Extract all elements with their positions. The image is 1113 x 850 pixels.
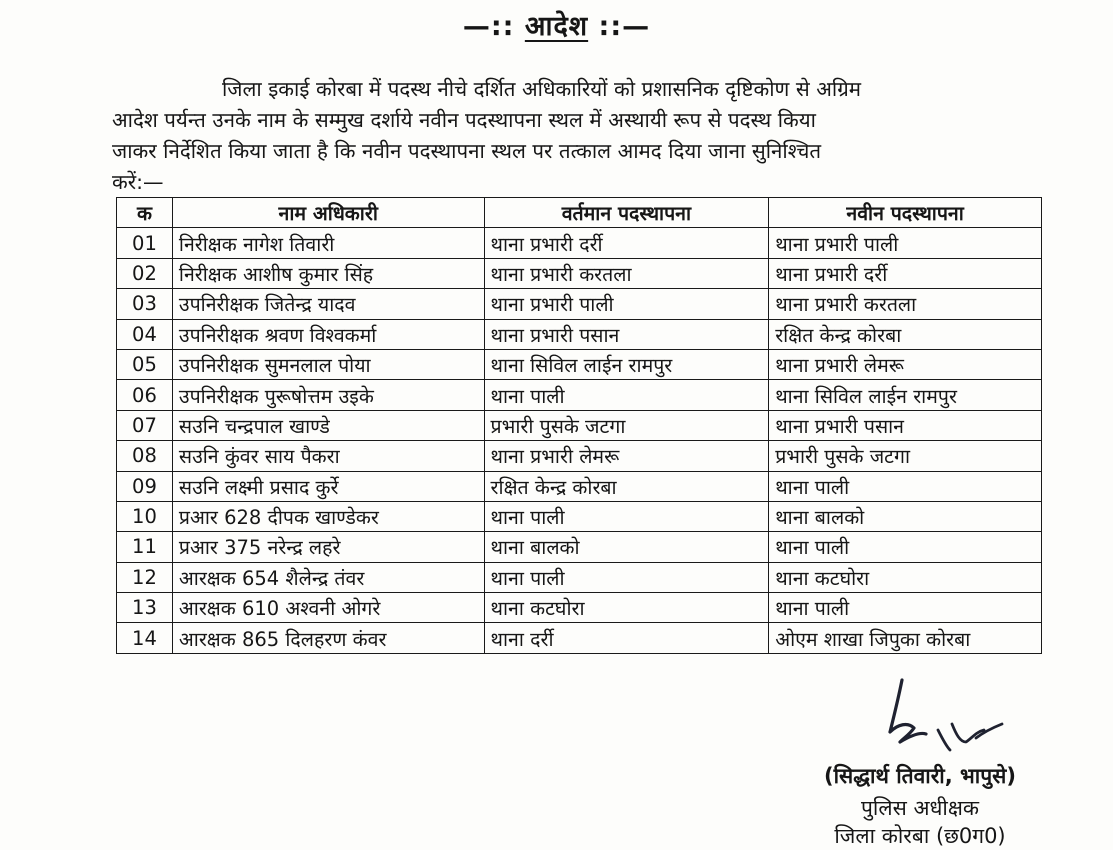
table-row xyxy=(117,410,1042,440)
serial-cell: 09 xyxy=(117,471,173,501)
serial-cell: 06 xyxy=(117,380,173,410)
officer-name-cell: उपनिरीक्षक जितेन्द्र यादव xyxy=(172,289,484,319)
new-posting-cell: थाना प्रभारी लेमरू xyxy=(769,349,1042,379)
table-row xyxy=(117,562,1042,592)
new-posting-cell: थाना कटघोरा xyxy=(769,562,1042,592)
officer-name-cell: निरीक्षक आशीष कुमार सिंह xyxy=(172,258,484,288)
current-posting-cell: थाना प्रभारी करतला xyxy=(484,258,769,288)
officer-name-cell: उपनिरीक्षक श्रवण विश्वकर्मा xyxy=(172,319,484,349)
officer-name-cell: आरक्षक 654 शैलेन्द्र तंवर xyxy=(172,562,484,592)
table-row xyxy=(117,319,1042,349)
current-posting-cell: थाना प्रभारी पसान xyxy=(484,319,769,349)
current-posting-cell: थाना प्रभारी पाली xyxy=(484,289,769,319)
serial-cell: 01 xyxy=(117,228,173,258)
handwritten-signature xyxy=(880,672,1010,760)
serial-cell: 12 xyxy=(117,562,173,592)
heading-prefix: —:: xyxy=(462,11,525,42)
officer-name-cell: उपनिरीक्षक सुमनलाल पोया xyxy=(172,349,484,379)
officer-name-cell: निरीक्षक नागेश तिवारी xyxy=(172,228,484,258)
new-posting-cell: रक्षित केन्द्र कोरबा xyxy=(769,319,1042,349)
new-posting-cell: थाना प्रभारी पसान xyxy=(769,410,1042,440)
new-posting-cell: थाना प्रभारी करतला xyxy=(769,289,1042,319)
table-header-row xyxy=(117,198,1042,228)
table-row xyxy=(117,593,1042,623)
table-row xyxy=(117,289,1042,319)
new-posting-cell: थाना बालको xyxy=(769,501,1042,531)
new-posting-cell: थाना पाली xyxy=(769,471,1042,501)
serial-cell: 05 xyxy=(117,349,173,379)
serial-cell: 03 xyxy=(117,289,173,319)
table-row xyxy=(117,380,1042,410)
officer-name-cell: सउनि चन्द्रपाल खाण्डे xyxy=(172,410,484,440)
heading-suffix: ::— xyxy=(588,11,651,42)
new-posting-cell: थाना सिविल लाईन रामपुर xyxy=(769,380,1042,410)
new-posting-cell: प्रभारी पुसके जटगा xyxy=(769,441,1042,471)
officer-name-cell: उपनिरीक्षक पुरूषोत्तम उइके xyxy=(172,380,484,410)
officer-name-cell: प्रआर 628 दीपक खाण्डेकर xyxy=(172,501,484,531)
serial-cell: 11 xyxy=(117,532,173,562)
current-posting-cell: थाना पाली xyxy=(484,501,769,531)
signatory-name: (सिद्धार्थ तिवारी, भापुसे) xyxy=(824,764,1016,788)
serial-cell: 13 xyxy=(117,593,173,623)
intro-line: जाकर निर्देशित किया जाता है कि नवीन पदस्थापना स्थल पर तत्काल आमद दिया जाना सुनिश्चित xyxy=(112,139,822,163)
new-posting-cell: थाना प्रभारी दर्री xyxy=(769,258,1042,288)
current-posting-cell: थाना पाली xyxy=(484,562,769,592)
intro-line: करें:— xyxy=(112,170,164,194)
officer-name-cell: सउनि लक्ष्मी प्रसाद कुर्रे xyxy=(172,471,484,501)
officer-name-cell: आरक्षक 610 अश्वनी ओगरे xyxy=(172,593,484,623)
current-posting-cell: थाना प्रभारी लेमरू xyxy=(484,441,769,471)
current-posting-cell: थाना प्रभारी दर्री xyxy=(484,228,769,258)
serial-cell: 14 xyxy=(117,623,173,653)
officer-name-cell: सउनि कुंवर साय पैकरा xyxy=(172,441,484,471)
intro-line: आदेश पर्यन्त उनके नाम के सम्मुख दर्शाये नवीन पदस्थापना स्थल में अस्थायी रूप से पदस्थ किया xyxy=(112,108,816,132)
heading-word: आदेश xyxy=(524,11,589,42)
header-new-posting: नवीन पदस्थापना xyxy=(769,198,1042,228)
transfer-table xyxy=(116,197,1042,654)
table-row xyxy=(117,532,1042,562)
table-row xyxy=(117,349,1042,379)
new-posting-cell: थाना पाली xyxy=(769,532,1042,562)
header-officer-name: नाम अधिकारी xyxy=(172,198,484,228)
table-row xyxy=(117,258,1042,288)
order-heading xyxy=(0,6,1113,43)
serial-cell: 02 xyxy=(117,258,173,288)
current-posting-cell: थाना पाली xyxy=(484,380,769,410)
current-posting-cell: थाना बालको xyxy=(484,532,769,562)
current-posting-cell: थाना कटघोरा xyxy=(484,593,769,623)
serial-cell: 08 xyxy=(117,441,173,471)
table-row xyxy=(117,471,1042,501)
new-posting-cell: ओएम शाखा जिपुका कोरबा xyxy=(769,623,1042,653)
current-posting-cell: थाना सिविल लाईन रामपुर xyxy=(484,349,769,379)
serial-cell: 04 xyxy=(117,319,173,349)
header-serial: क xyxy=(117,198,173,228)
new-posting-cell: थाना पाली xyxy=(769,593,1042,623)
signatory-office: जिला कोरबा (छ0ग0) xyxy=(834,824,1006,848)
officer-name-cell: प्रआर 375 नरेन्द्र लहरे xyxy=(172,532,484,562)
intro-paragraph xyxy=(112,74,1054,198)
intro-line: जिला इकाई कोरबा में पदस्थ नीचे दर्शित अधिकारियों को प्रशासनिक दृष्टिकोण से अग्रिम xyxy=(222,77,862,101)
table-row xyxy=(117,228,1042,258)
new-posting-cell: थाना प्रभारी पाली xyxy=(769,228,1042,258)
current-posting-cell: थाना दर्री xyxy=(484,623,769,653)
serial-cell: 07 xyxy=(117,410,173,440)
signatory-designation: पुलिस अधीक्षक xyxy=(860,796,980,820)
table-row xyxy=(117,501,1042,531)
officer-name-cell: आरक्षक 865 दिलहरण कंवर xyxy=(172,623,484,653)
current-posting-cell: रक्षित केन्द्र कोरबा xyxy=(484,471,769,501)
serial-cell: 10 xyxy=(117,501,173,531)
header-current-posting: वर्तमान पदस्थापना xyxy=(484,198,769,228)
table-row xyxy=(117,441,1042,471)
table-row xyxy=(117,623,1042,653)
current-posting-cell: प्रभारी पुसके जटगा xyxy=(484,410,769,440)
